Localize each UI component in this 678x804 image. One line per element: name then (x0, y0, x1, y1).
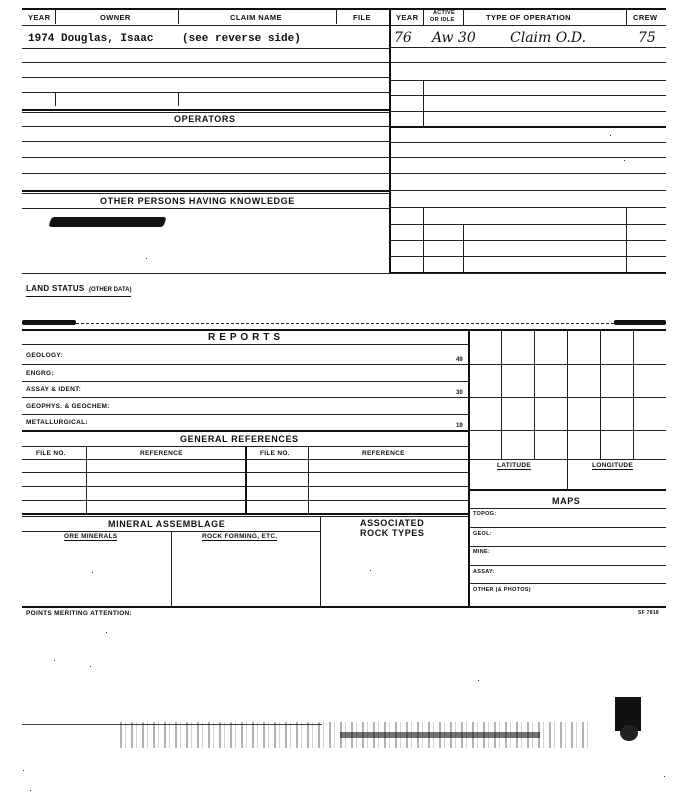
reports-heading: R E P O R T S (208, 332, 281, 343)
type-of-operation-header: TYPE OF OPERATION (486, 13, 572, 22)
file-header: FILE (353, 13, 371, 22)
points-meriting-attention: POINTS MERITING ATTENTION: (26, 610, 133, 617)
latitude-label: LATITUDE (497, 462, 532, 469)
ref-file-no-2: FILE NO. (260, 450, 290, 457)
form-number: SF 7818 (638, 610, 660, 616)
report-label-geophys: GEOPHYS. & GEOCHEM: (26, 403, 110, 410)
crew-header: CREW (633, 13, 658, 22)
map-geol: GEOL: (473, 531, 492, 537)
claim-name-header: CLAIM NAME (230, 13, 282, 22)
report-label-assay: ASSAY & IDENT: (26, 386, 82, 393)
report-label-geology: GEOLOGY: (26, 352, 63, 359)
associated-rock-types-line2: ROCK TYPES (360, 528, 425, 538)
ref-reference-2: REFERENCE (362, 450, 405, 457)
operators-heading: OPERATORS (174, 114, 236, 124)
ref-file-no-1: FILE NO. (36, 450, 66, 457)
op-year-header: YEAR (396, 13, 419, 22)
claim-entry-claim-name: (see reverse side) (182, 33, 301, 45)
land-status-heading: LAND STATUS (26, 284, 85, 293)
ore-minerals-header: ORE MINERALS (64, 533, 118, 540)
map-other-photos: OTHER (& PHOTOS) (473, 587, 531, 593)
map-mine: MINE: (473, 549, 491, 555)
ref-reference-1: REFERENCE (140, 450, 183, 457)
report-num-geology: 49 (456, 357, 463, 363)
mineral-assemblage-heading: MINERAL ASSEMBLAGE (108, 519, 226, 529)
map-topog: TOPOG: (473, 511, 497, 517)
report-label-engrg: ENGRG: (26, 370, 54, 377)
active-header-line1: ACTIVE (433, 10, 455, 16)
op-entry-year: 76 (394, 30, 412, 46)
general-references-heading: GENERAL REFERENCES (180, 434, 299, 444)
claim-entry-year-owner: 1974 Douglas, Isaac (28, 33, 154, 45)
map-assay: ASSAY: (473, 569, 495, 575)
year-header: YEAR (28, 13, 51, 22)
op-entry-type: Claim O.D. (510, 30, 587, 46)
maps-heading: MAPS (552, 496, 581, 506)
report-num-assay: 30 (456, 390, 463, 396)
other-persons-heading: OTHER PERSONS HAVING KNOWLEDGE (100, 196, 295, 206)
op-entry-crew: 75 (638, 30, 656, 46)
report-label-metallurgical: METALLURGICAL: (26, 419, 88, 426)
owner-header: OWNER (100, 13, 131, 22)
land-status-sub: (OTHER DATA) (89, 287, 132, 293)
op-entry-active: Aw 30 (432, 30, 476, 46)
active-header-line2: OR IDLE (430, 17, 455, 23)
rock-forming-header: ROCK FORMING, ETC. (202, 533, 278, 540)
report-num-metallurgical: 19 (456, 423, 463, 429)
associated-rock-types-line1: ASSOCIATED (360, 518, 425, 528)
longitude-label: LONGITUDE (592, 462, 633, 469)
redacted-name-mark (48, 217, 166, 227)
